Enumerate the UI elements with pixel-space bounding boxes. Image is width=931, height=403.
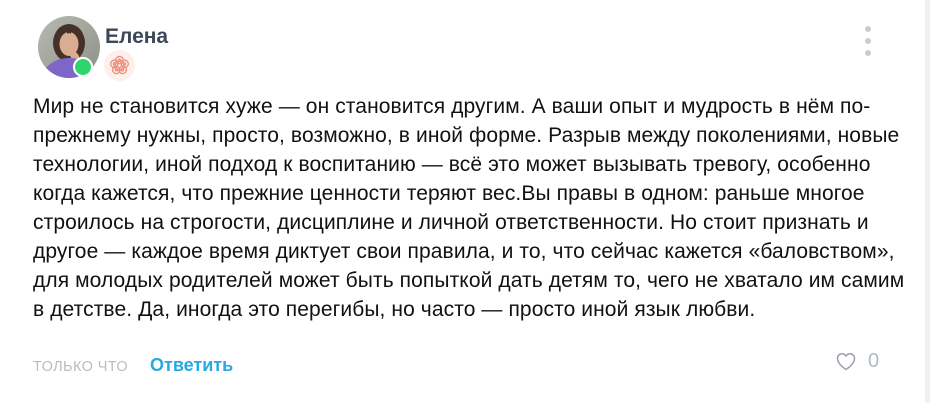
avatar[interactable] bbox=[38, 16, 100, 78]
kebab-dot bbox=[865, 38, 871, 44]
comment-body: Мир не становится хуже — он становится другим. А ваши опыт и мудрость в нём по-прежнему нужны, просто, возможно, в иной форме. Разрыв между поколениями, новые технологии, иной подход к воспитанию — всё это может вызывать тревогу, особенно когда кажется, что прежние ценности теряют вес.Вы правы в одном: раньше многое строилось на строгости, дисциплине и личной ответственности. Но стоит признать и другое — каждое время диктует свои правила, и то, что сейчас кажется «баловством», для молодых родителей может быть попыткой дать детям то, чего не хватало им самим в детстве. Да, иногда это перегибы, но часто — просто иной язык любви. bbox=[33, 95, 905, 321]
kebab-dot bbox=[865, 50, 871, 56]
scrollbar-track[interactable] bbox=[925, 0, 930, 403]
reply-button[interactable]: Ответить bbox=[150, 355, 234, 375]
comment-timestamp: ТОЛЬКО ЧТО bbox=[33, 359, 129, 375]
online-status-dot bbox=[73, 57, 93, 77]
kebab-menu-icon[interactable] bbox=[858, 24, 878, 58]
kebab-dot bbox=[865, 26, 871, 32]
heart-icon bbox=[833, 349, 859, 373]
author-name[interactable]: Елена bbox=[105, 25, 169, 48]
like-count: 0 bbox=[868, 349, 880, 372]
flower-badge-icon bbox=[104, 50, 135, 81]
like-button[interactable] bbox=[833, 349, 879, 373]
